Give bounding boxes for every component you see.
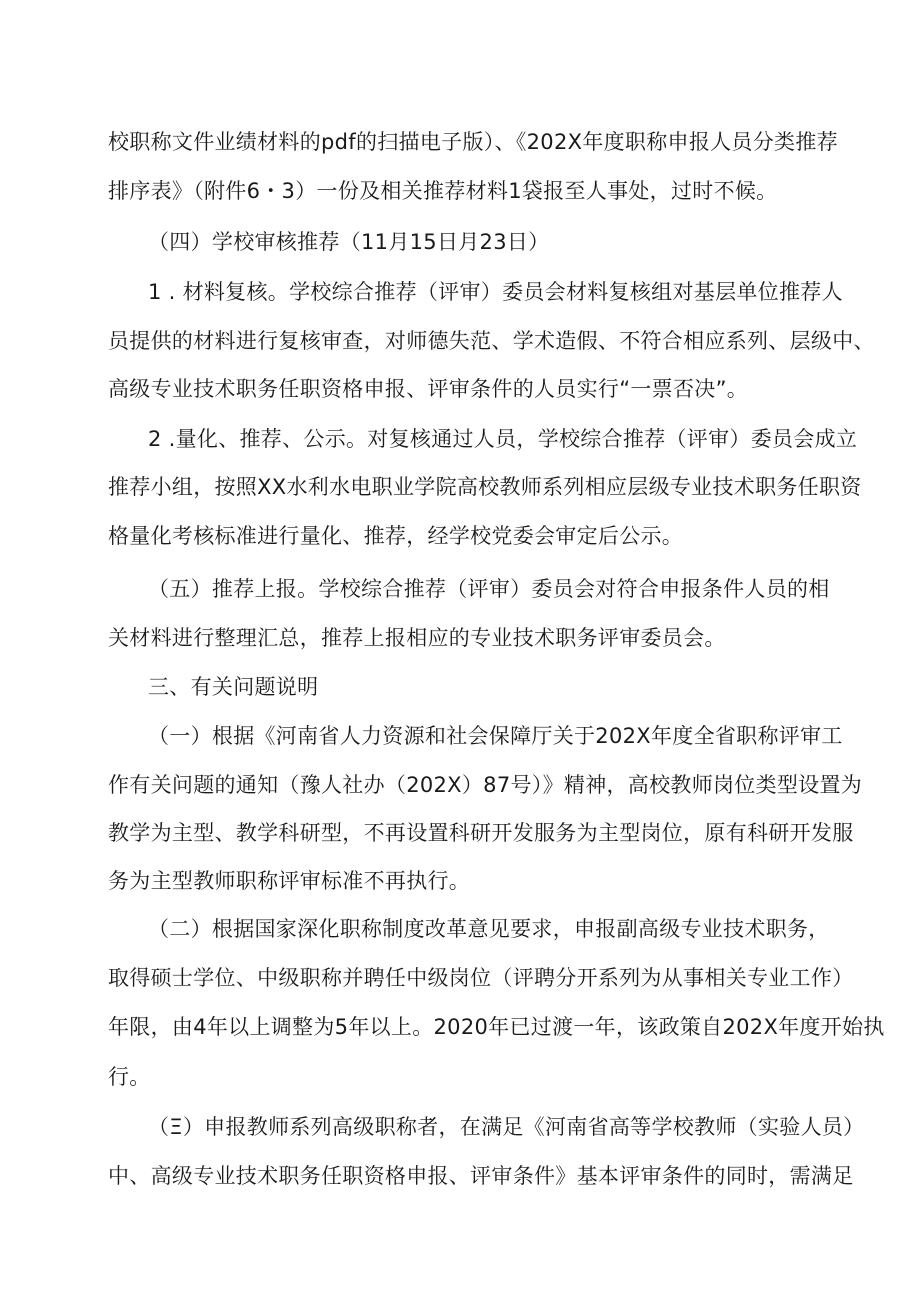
text-line: 作有关问题的通知（豫人社办（202X）87号）》精神，高校教师岗位类型设置为 bbox=[108, 773, 863, 797]
text-line: 取得硕士学位、中级职称并聘任中级岗位（评聘分开系列为从事相关专业工作） bbox=[108, 966, 854, 990]
text-line: 关材料进行整理汇总，推荐上报相应的专业技术职务评审委员会。 bbox=[108, 626, 726, 650]
text-line: （五）推荐上报。学校综合推荐（评审）委员会对符合申报条件人员的相 bbox=[148, 577, 830, 601]
text-line: （二）根据国家深化职称制度改革意见要求，申报副高级专业技术职务， bbox=[148, 917, 830, 941]
text-line: 格量化考核标准进行量化、推荐，经学校党委会审定后公示。 bbox=[108, 524, 684, 548]
text-line: （Ξ）申报教师系列高级职称者，在满足《河南省高等学校教师（实验人员） bbox=[148, 1115, 865, 1139]
text-line: 高级专业技术职务任职资格申报、评审条件的人员实行“一票否决”。 bbox=[108, 377, 749, 401]
text-line: 中、高级专业技术职务任职资格申报、评审条件》基本评审条件的同时，需满足 bbox=[108, 1164, 854, 1188]
text-line: 推荐小组，按照XX水利水电职业学院高校教师系列相应层级专业技术职务任职资 bbox=[108, 475, 862, 499]
text-line: 1 . 材料复核。学校综合推荐（评审）委员会材料复核组对基层单位推荐人 bbox=[148, 280, 843, 304]
text-line: 2 .量化、推荐、公示。对复核通过人员，学校综合推荐（评审）委员会成立 bbox=[148, 427, 858, 451]
text-line: 校职称文件业绩材料的pdf的扫描电子版）、《202X年度职称申报人员分类推荐 bbox=[108, 130, 838, 154]
section-heading: 三、有关问题说明 bbox=[148, 675, 319, 699]
text-line: 务为主型教师职称评审标准不再执行。 bbox=[108, 869, 471, 893]
text-line: （一）根据《河南省人力资源和社会保障厅关于202X年度全省职称评审工 bbox=[148, 724, 843, 748]
text-line: 年限，由4年以上调整为5年以上。2020年已过渡一年，该政策自202X年度开始执 bbox=[108, 1015, 885, 1039]
text-line: 教学为主型、教学科研型，不再设置科研开发服务为主型岗位，原有科研开发服 bbox=[108, 821, 854, 845]
text-line: 员提供的材料进行复核审查，对师德失范、学术造假、不符合相应系列、层级中、 bbox=[108, 329, 875, 353]
text-line: 行。 bbox=[108, 1065, 151, 1089]
section-heading: （四）学校审核推荐（11月15日月23日） bbox=[148, 230, 550, 254]
text-line: 排序表》（附件6・3）一份及相关推荐材料1袋报至人事处，过时不候。 bbox=[108, 179, 778, 203]
